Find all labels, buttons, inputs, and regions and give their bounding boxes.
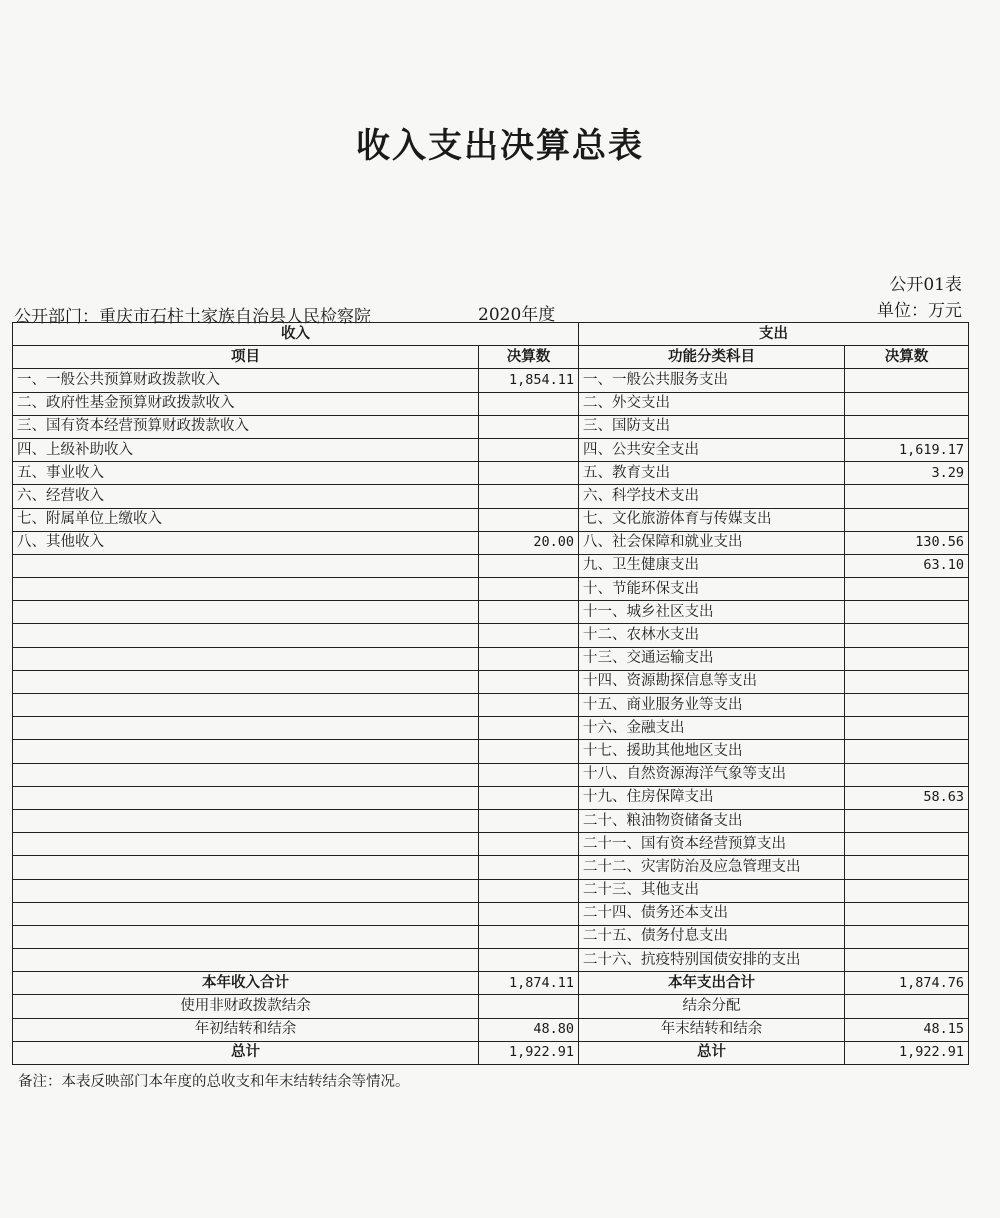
section-header-row <box>13 323 969 346</box>
grand-total-row <box>13 1041 969 1064</box>
grand-total-income-value: 1,922.91 <box>479 1041 579 1064</box>
expense-amount: 3.29 <box>845 462 969 485</box>
income-amount <box>479 879 579 902</box>
form-number: 公开01表 <box>889 275 962 295</box>
item-column-header: 项目 <box>13 346 479 369</box>
expense-amount <box>845 647 969 670</box>
table-row <box>13 578 969 601</box>
expense-item: 十一、城乡社区支出 <box>579 601 845 624</box>
expense-amount <box>845 415 969 438</box>
income-amount-column-header: 决算数 <box>479 346 579 369</box>
income-amount <box>479 462 579 485</box>
end-carryover-value: 48.15 <box>845 1018 969 1041</box>
income-amount <box>479 578 579 601</box>
income-amount <box>479 601 579 624</box>
expense-item: 十四、资源勘探信息等支出 <box>579 670 845 693</box>
expense-amount <box>845 508 969 531</box>
table-row <box>13 717 969 740</box>
expense-item: 二十一、国有资本经营预算支出 <box>579 833 845 856</box>
income-amount <box>479 485 579 508</box>
expense-amount <box>845 879 969 902</box>
income-item <box>13 925 479 948</box>
expense-amount <box>845 717 969 740</box>
function-class-column-header: 功能分类科目 <box>579 346 845 369</box>
income-amount <box>479 949 579 972</box>
table-row <box>13 670 969 693</box>
table-row <box>13 485 969 508</box>
annual-total-row <box>13 972 969 995</box>
expense-item: 一、一般公共服务支出 <box>579 369 845 392</box>
end-carryover-label: 年末结转和结余 <box>579 1018 845 1041</box>
expense-amount <box>845 763 969 786</box>
expense-item: 十、节能环保支出 <box>579 578 845 601</box>
expense-item: 二十三、其他支出 <box>579 879 845 902</box>
income-item <box>13 786 479 809</box>
expense-amount <box>845 601 969 624</box>
income-amount <box>479 902 579 925</box>
carryover-row <box>13 1018 969 1041</box>
begin-carryover-value: 48.80 <box>479 1018 579 1041</box>
expense-item: 七、文化旅游体育与传媒支出 <box>579 508 845 531</box>
table-row <box>13 462 969 485</box>
income-item: 七、附属单位上缴收入 <box>13 508 479 531</box>
table-row <box>13 879 969 902</box>
nonfiscal-value <box>479 995 579 1018</box>
expense-total-label: 本年支出合计 <box>579 972 845 995</box>
income-amount <box>479 670 579 693</box>
income-item: 五、事业收入 <box>13 462 479 485</box>
income-amount: 1,854.11 <box>479 369 579 392</box>
income-amount <box>479 694 579 717</box>
income-item <box>13 740 479 763</box>
fiscal-year: 2020年度 <box>478 305 556 325</box>
expense-amount: 130.56 <box>845 531 969 554</box>
table-row <box>13 554 969 577</box>
income-item <box>13 856 479 879</box>
income-amount: 20.00 <box>479 531 579 554</box>
expense-amount <box>845 833 969 856</box>
table-row <box>13 856 969 879</box>
expense-amount <box>845 856 969 879</box>
income-item: 二、政府性基金预算财政拨款收入 <box>13 392 479 415</box>
table-row <box>13 624 969 647</box>
expense-amount <box>845 925 969 948</box>
income-item <box>13 902 479 925</box>
expense-amount <box>845 392 969 415</box>
income-item <box>13 647 479 670</box>
table-row <box>13 809 969 832</box>
income-item: 六、经营收入 <box>13 485 479 508</box>
income-item: 八、其他收入 <box>13 531 479 554</box>
expense-amount <box>845 624 969 647</box>
expense-amount <box>845 809 969 832</box>
expense-item: 九、卫生健康支出 <box>579 554 845 577</box>
expense-header: 支出 <box>579 323 969 346</box>
income-amount <box>479 438 579 461</box>
income-item <box>13 601 479 624</box>
expense-item: 十三、交通运输支出 <box>579 647 845 670</box>
expense-item: 六、科学技术支出 <box>579 485 845 508</box>
table-row <box>13 369 969 392</box>
income-amount <box>479 925 579 948</box>
income-total-value: 1,874.11 <box>479 972 579 995</box>
expense-amount <box>845 485 969 508</box>
department-label: 公开部门：重庆市石柱土家族自治县人民检察院 <box>14 307 371 327</box>
income-item: 三、国有资本经营预算财政拨款收入 <box>13 415 479 438</box>
income-amount <box>479 554 579 577</box>
table-row <box>13 786 969 809</box>
table-row <box>13 647 969 670</box>
footnote: 备注：本表反映部门本年度的总收支和年末结转结余等情况。 <box>18 1074 410 1090</box>
table-row <box>13 601 969 624</box>
table-row <box>13 438 969 461</box>
table-row <box>13 763 969 786</box>
budget-table <box>12 322 969 1065</box>
grand-total-expense-value: 1,922.91 <box>845 1041 969 1064</box>
expense-item: 二十四、债务还本支出 <box>579 902 845 925</box>
table-row <box>13 531 969 554</box>
expense-item: 四、公共安全支出 <box>579 438 845 461</box>
table-row <box>13 694 969 717</box>
expense-amount <box>845 694 969 717</box>
table-row <box>13 925 969 948</box>
expense-item: 八、社会保障和就业支出 <box>579 531 845 554</box>
expense-item: 二、外交支出 <box>579 392 845 415</box>
income-total-label: 本年收入合计 <box>13 972 479 995</box>
page-title: 收入支出决算总表 <box>356 126 644 166</box>
expense-item: 十六、金融支出 <box>579 717 845 740</box>
income-amount <box>479 624 579 647</box>
income-amount <box>479 508 579 531</box>
expense-item: 二十六、抗疫特别国债安排的支出 <box>579 949 845 972</box>
expense-item: 十七、援助其他地区支出 <box>579 740 845 763</box>
grand-total-income-label: 总计 <box>13 1041 479 1064</box>
unit-label: 单位：万元 <box>877 301 962 321</box>
income-amount <box>479 415 579 438</box>
income-item <box>13 833 479 856</box>
expense-item: 二十五、债务付息支出 <box>579 925 845 948</box>
income-item <box>13 554 479 577</box>
income-item <box>13 578 479 601</box>
income-amount <box>479 809 579 832</box>
expense-item: 三、国防支出 <box>579 415 845 438</box>
income-amount <box>479 740 579 763</box>
expense-item: 二十二、灾害防治及应急管理支出 <box>579 856 845 879</box>
income-item: 四、上级补助收入 <box>13 438 479 461</box>
income-item <box>13 949 479 972</box>
expense-item: 五、教育支出 <box>579 462 845 485</box>
expense-amount <box>845 578 969 601</box>
table-row <box>13 833 969 856</box>
expense-amount: 58.63 <box>845 786 969 809</box>
expense-amount <box>845 902 969 925</box>
expense-amount: 63.10 <box>845 554 969 577</box>
surplus-distribution-label: 结余分配 <box>579 995 845 1018</box>
expense-item: 十八、自然资源海洋气象等支出 <box>579 763 845 786</box>
expense-total-value: 1,874.76 <box>845 972 969 995</box>
nonfiscal-surplus-row <box>13 995 969 1018</box>
expense-item: 二十、粮油物资储备支出 <box>579 809 845 832</box>
surplus-distribution-value <box>845 995 969 1018</box>
income-item <box>13 694 479 717</box>
table-row <box>13 949 969 972</box>
expense-item: 十二、农林水支出 <box>579 624 845 647</box>
income-item <box>13 717 479 740</box>
income-item <box>13 809 479 832</box>
expense-amount: 1,619.17 <box>845 438 969 461</box>
expense-amount <box>845 949 969 972</box>
table-row <box>13 902 969 925</box>
nonfiscal-label: 使用非财政拨款结余 <box>13 995 479 1018</box>
income-amount <box>479 763 579 786</box>
income-item <box>13 763 479 786</box>
table-row <box>13 392 969 415</box>
expense-item: 十九、住房保障支出 <box>579 786 845 809</box>
table-row <box>13 508 969 531</box>
table-row <box>13 740 969 763</box>
expense-amount <box>845 740 969 763</box>
table-row <box>13 415 969 438</box>
income-amount <box>479 647 579 670</box>
expense-amount <box>845 369 969 392</box>
expense-amount <box>845 670 969 693</box>
income-amount <box>479 392 579 415</box>
grand-total-expense-label: 总计 <box>579 1041 845 1064</box>
column-header-row <box>13 346 969 369</box>
income-amount <box>479 856 579 879</box>
income-header: 收入 <box>13 323 579 346</box>
begin-carryover-label: 年初结转和结余 <box>13 1018 479 1041</box>
income-amount <box>479 717 579 740</box>
income-item <box>13 879 479 902</box>
income-amount <box>479 833 579 856</box>
income-amount <box>479 786 579 809</box>
income-item: 一、一般公共预算财政拨款收入 <box>13 369 479 392</box>
expense-amount-column-header: 决算数 <box>845 346 969 369</box>
income-item <box>13 670 479 693</box>
expense-item: 十五、商业服务业等支出 <box>579 694 845 717</box>
income-item <box>13 624 479 647</box>
